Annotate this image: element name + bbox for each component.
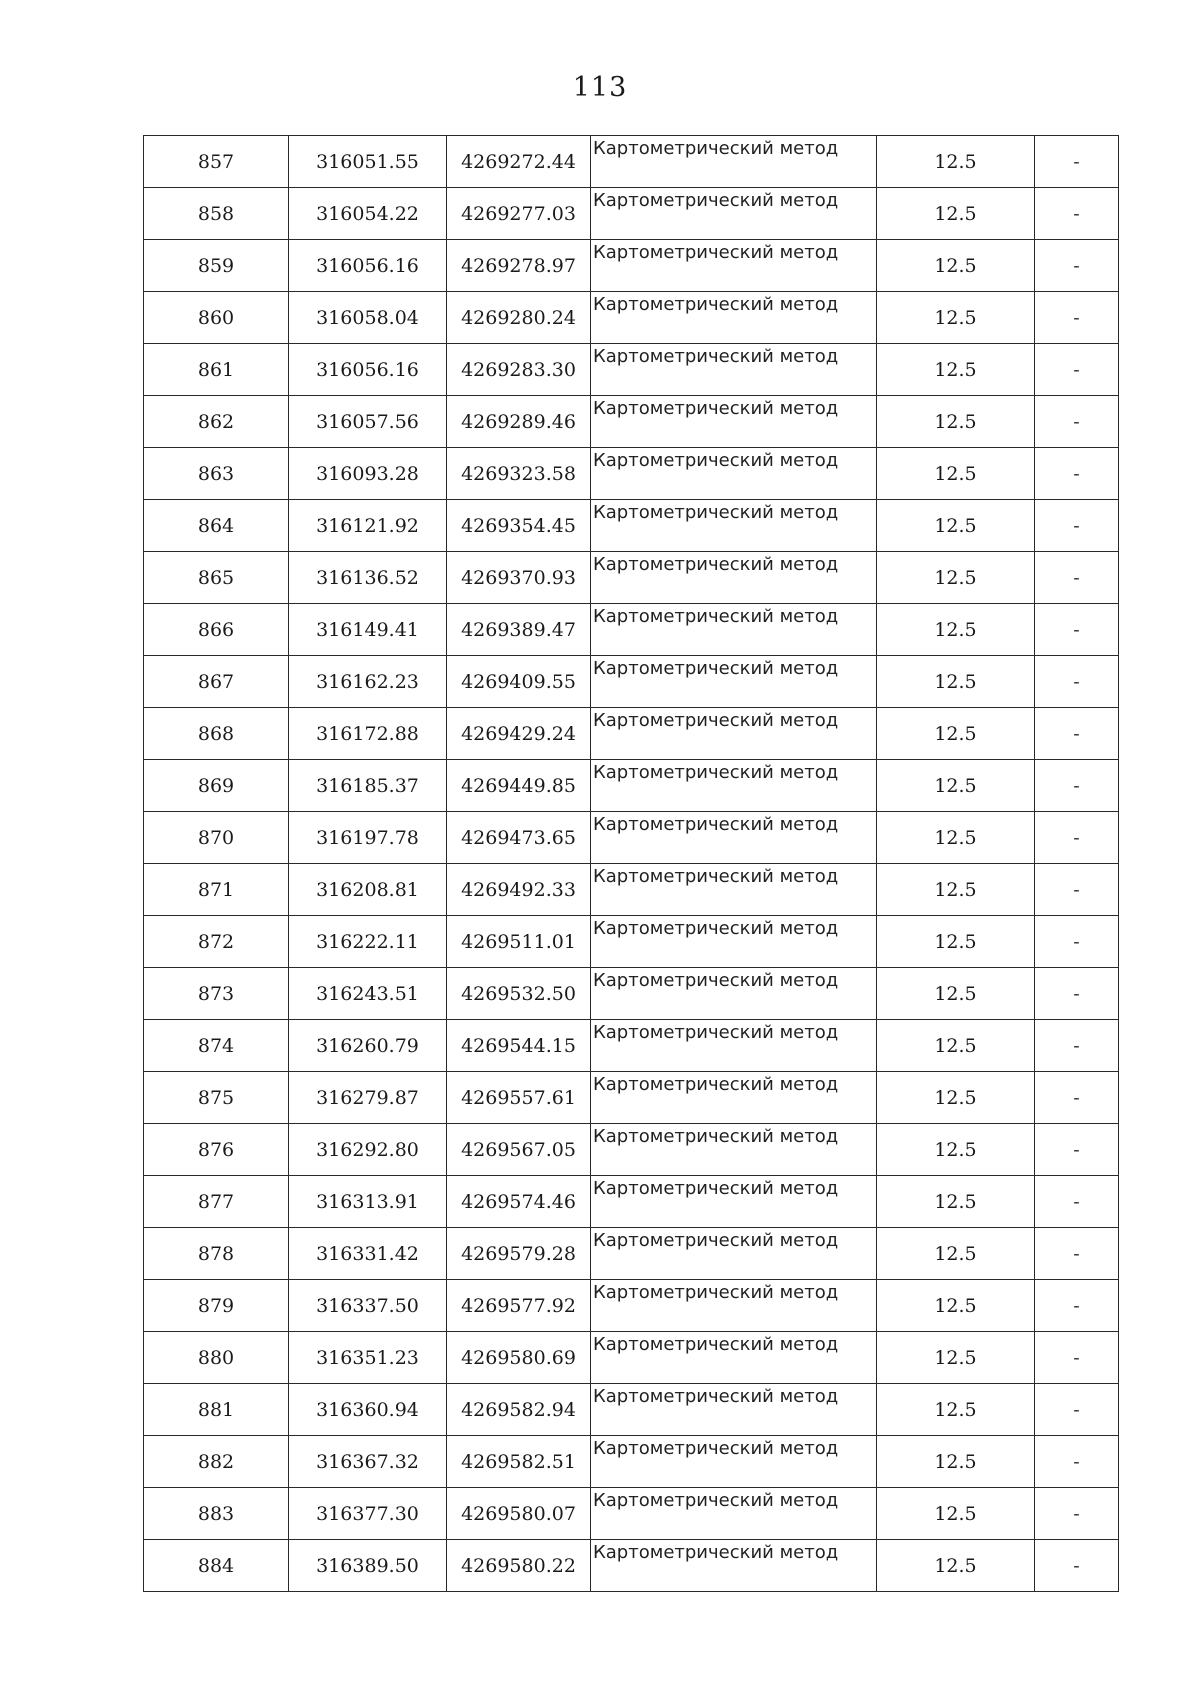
table-row	[144, 916, 1119, 968]
x-coordinate-cell: 316292.80	[289, 1124, 447, 1176]
point-number-cell: 860	[144, 292, 289, 344]
point-number-cell: 859	[144, 240, 289, 292]
x-coordinate-cell: 316051.55	[289, 136, 447, 188]
table-row	[144, 1228, 1119, 1280]
x-coordinate-cell: 316208.81	[289, 864, 447, 916]
y-coordinate-cell: 4269280.24	[447, 292, 591, 344]
table-row	[144, 864, 1119, 916]
method-cell: Картометрический метод	[591, 448, 877, 500]
accuracy-cell: 12.5	[877, 1020, 1035, 1072]
table-row	[144, 240, 1119, 292]
x-coordinate-cell: 316279.87	[289, 1072, 447, 1124]
note-cell: -	[1035, 136, 1119, 188]
point-number-cell: 882	[144, 1436, 289, 1488]
x-coordinate-cell: 316058.04	[289, 292, 447, 344]
y-coordinate-cell: 4269409.55	[447, 656, 591, 708]
method-cell: Картометрический метод	[591, 500, 877, 552]
x-coordinate-cell: 316337.50	[289, 1280, 447, 1332]
accuracy-cell: 12.5	[877, 136, 1035, 188]
x-coordinate-cell: 316389.50	[289, 1540, 447, 1592]
y-coordinate-cell: 4269567.05	[447, 1124, 591, 1176]
method-cell: Картометрический метод	[591, 396, 877, 448]
y-coordinate-cell: 4269557.61	[447, 1072, 591, 1124]
table-row	[144, 1124, 1119, 1176]
page-number: 113	[572, 72, 628, 103]
accuracy-cell: 12.5	[877, 552, 1035, 604]
accuracy-cell: 12.5	[877, 1124, 1035, 1176]
point-number-cell: 883	[144, 1488, 289, 1540]
point-number-cell: 863	[144, 448, 289, 500]
accuracy-cell: 12.5	[877, 1332, 1035, 1384]
y-coordinate-cell: 4269580.22	[447, 1540, 591, 1592]
point-number-cell: 858	[144, 188, 289, 240]
note-cell: -	[1035, 968, 1119, 1020]
point-number-cell: 875	[144, 1072, 289, 1124]
note-cell: -	[1035, 1176, 1119, 1228]
table-row	[144, 1488, 1119, 1540]
point-number-cell: 865	[144, 552, 289, 604]
method-cell: Картометрический метод	[591, 240, 877, 292]
accuracy-cell: 12.5	[877, 656, 1035, 708]
y-coordinate-cell: 4269580.69	[447, 1332, 591, 1384]
y-coordinate-cell: 4269473.65	[447, 812, 591, 864]
accuracy-cell: 12.5	[877, 760, 1035, 812]
note-cell: -	[1035, 552, 1119, 604]
table-row	[144, 1436, 1119, 1488]
point-number-cell: 884	[144, 1540, 289, 1592]
x-coordinate-cell: 316136.52	[289, 552, 447, 604]
note-cell: -	[1035, 864, 1119, 916]
y-coordinate-cell: 4269582.94	[447, 1384, 591, 1436]
y-coordinate-cell: 4269580.07	[447, 1488, 591, 1540]
note-cell: -	[1035, 1020, 1119, 1072]
note-cell: -	[1035, 812, 1119, 864]
accuracy-cell: 12.5	[877, 1176, 1035, 1228]
method-cell: Картометрический метод	[591, 1176, 877, 1228]
x-coordinate-cell: 316331.42	[289, 1228, 447, 1280]
x-coordinate-cell: 316377.30	[289, 1488, 447, 1540]
y-coordinate-cell: 4269389.47	[447, 604, 591, 656]
method-cell: Картометрический метод	[591, 1020, 877, 1072]
table-row	[144, 448, 1119, 500]
x-coordinate-cell: 316185.37	[289, 760, 447, 812]
y-coordinate-cell: 4269574.46	[447, 1176, 591, 1228]
note-cell: -	[1035, 1540, 1119, 1592]
x-coordinate-cell: 316057.56	[289, 396, 447, 448]
accuracy-cell: 12.5	[877, 344, 1035, 396]
y-coordinate-cell: 4269577.92	[447, 1280, 591, 1332]
method-cell: Картометрический метод	[591, 1436, 877, 1488]
accuracy-cell: 12.5	[877, 292, 1035, 344]
point-number-cell: 871	[144, 864, 289, 916]
method-cell: Картометрический метод	[591, 708, 877, 760]
x-coordinate-cell: 316360.94	[289, 1384, 447, 1436]
method-cell: Картометрический метод	[591, 1540, 877, 1592]
table-row	[144, 1540, 1119, 1592]
method-cell: Картометрический метод	[591, 1228, 877, 1280]
note-cell: -	[1035, 1488, 1119, 1540]
accuracy-cell: 12.5	[877, 396, 1035, 448]
table-row	[144, 188, 1119, 240]
x-coordinate-cell: 316367.32	[289, 1436, 447, 1488]
point-number-cell: 881	[144, 1384, 289, 1436]
accuracy-cell: 12.5	[877, 1488, 1035, 1540]
table-row	[144, 812, 1119, 864]
method-cell: Картометрический метод	[591, 760, 877, 812]
y-coordinate-cell: 4269449.85	[447, 760, 591, 812]
note-cell: -	[1035, 1124, 1119, 1176]
y-coordinate-cell: 4269532.50	[447, 968, 591, 1020]
note-cell: -	[1035, 448, 1119, 500]
y-coordinate-cell: 4269289.46	[447, 396, 591, 448]
note-cell: -	[1035, 1436, 1119, 1488]
note-cell: -	[1035, 1384, 1119, 1436]
point-number-cell: 872	[144, 916, 289, 968]
table-row	[144, 1020, 1119, 1072]
method-cell: Картометрический метод	[591, 916, 877, 968]
method-cell: Картометрический метод	[591, 968, 877, 1020]
point-number-cell: 876	[144, 1124, 289, 1176]
point-number-cell: 874	[144, 1020, 289, 1072]
method-cell: Картометрический метод	[591, 344, 877, 396]
x-coordinate-cell: 316243.51	[289, 968, 447, 1020]
y-coordinate-cell: 4269492.33	[447, 864, 591, 916]
table-row	[144, 396, 1119, 448]
y-coordinate-cell: 4269272.44	[447, 136, 591, 188]
table-row	[144, 656, 1119, 708]
accuracy-cell: 12.5	[877, 1280, 1035, 1332]
point-number-cell: 869	[144, 760, 289, 812]
table-row	[144, 708, 1119, 760]
y-coordinate-cell: 4269579.28	[447, 1228, 591, 1280]
x-coordinate-cell: 316260.79	[289, 1020, 447, 1072]
accuracy-cell: 12.5	[877, 968, 1035, 1020]
y-coordinate-cell: 4269323.58	[447, 448, 591, 500]
method-cell: Картометрический метод	[591, 1332, 877, 1384]
x-coordinate-cell: 316197.78	[289, 812, 447, 864]
x-coordinate-cell: 316056.16	[289, 240, 447, 292]
x-coordinate-cell: 316054.22	[289, 188, 447, 240]
table-row	[144, 760, 1119, 812]
table-row	[144, 1384, 1119, 1436]
point-number-cell: 870	[144, 812, 289, 864]
x-coordinate-cell: 316149.41	[289, 604, 447, 656]
y-coordinate-cell: 4269511.01	[447, 916, 591, 968]
accuracy-cell: 12.5	[877, 500, 1035, 552]
note-cell: -	[1035, 604, 1119, 656]
point-number-cell: 861	[144, 344, 289, 396]
y-coordinate-cell: 4269278.97	[447, 240, 591, 292]
table-row	[144, 552, 1119, 604]
point-number-cell: 880	[144, 1332, 289, 1384]
point-number-cell: 866	[144, 604, 289, 656]
note-cell: -	[1035, 760, 1119, 812]
accuracy-cell: 12.5	[877, 1436, 1035, 1488]
x-coordinate-cell: 316056.16	[289, 344, 447, 396]
point-number-cell: 857	[144, 136, 289, 188]
point-number-cell: 862	[144, 396, 289, 448]
note-cell: -	[1035, 1072, 1119, 1124]
x-coordinate-cell: 316222.11	[289, 916, 447, 968]
table-row	[144, 968, 1119, 1020]
method-cell: Картометрический метод	[591, 1488, 877, 1540]
method-cell: Картометрический метод	[591, 604, 877, 656]
accuracy-cell: 12.5	[877, 240, 1035, 292]
table-row	[144, 1176, 1119, 1228]
accuracy-cell: 12.5	[877, 812, 1035, 864]
table-row	[144, 500, 1119, 552]
note-cell: -	[1035, 344, 1119, 396]
method-cell: Картометрический метод	[591, 864, 877, 916]
point-number-cell: 868	[144, 708, 289, 760]
y-coordinate-cell: 4269582.51	[447, 1436, 591, 1488]
point-number-cell: 877	[144, 1176, 289, 1228]
y-coordinate-cell: 4269354.45	[447, 500, 591, 552]
note-cell: -	[1035, 396, 1119, 448]
note-cell: -	[1035, 1228, 1119, 1280]
point-number-cell: 878	[144, 1228, 289, 1280]
table-row	[144, 604, 1119, 656]
x-coordinate-cell: 316351.23	[289, 1332, 447, 1384]
accuracy-cell: 12.5	[877, 1072, 1035, 1124]
point-number-cell: 873	[144, 968, 289, 1020]
table-row	[144, 1072, 1119, 1124]
table-row	[144, 292, 1119, 344]
point-number-cell: 867	[144, 656, 289, 708]
x-coordinate-cell: 316162.23	[289, 656, 447, 708]
method-cell: Картометрический метод	[591, 1072, 877, 1124]
x-coordinate-cell: 316121.92	[289, 500, 447, 552]
table-row	[144, 1332, 1119, 1384]
coordinates-table	[143, 135, 1119, 1592]
method-cell: Картометрический метод	[591, 188, 877, 240]
note-cell: -	[1035, 188, 1119, 240]
accuracy-cell: 12.5	[877, 188, 1035, 240]
accuracy-cell: 12.5	[877, 916, 1035, 968]
note-cell: -	[1035, 240, 1119, 292]
note-cell: -	[1035, 1332, 1119, 1384]
accuracy-cell: 12.5	[877, 708, 1035, 760]
accuracy-cell: 12.5	[877, 1228, 1035, 1280]
note-cell: -	[1035, 656, 1119, 708]
point-number-cell: 864	[144, 500, 289, 552]
method-cell: Картометрический метод	[591, 136, 877, 188]
note-cell: -	[1035, 708, 1119, 760]
accuracy-cell: 12.5	[877, 864, 1035, 916]
y-coordinate-cell: 4269283.30	[447, 344, 591, 396]
note-cell: -	[1035, 916, 1119, 968]
method-cell: Картометрический метод	[591, 812, 877, 864]
table-row	[144, 1280, 1119, 1332]
table-body	[144, 136, 1119, 1592]
method-cell: Картометрический метод	[591, 552, 877, 604]
y-coordinate-cell: 4269544.15	[447, 1020, 591, 1072]
note-cell: -	[1035, 292, 1119, 344]
note-cell: -	[1035, 500, 1119, 552]
accuracy-cell: 12.5	[877, 1384, 1035, 1436]
method-cell: Картометрический метод	[591, 656, 877, 708]
method-cell: Картометрический метод	[591, 1384, 877, 1436]
method-cell: Картометрический метод	[591, 1280, 877, 1332]
table-row	[144, 136, 1119, 188]
x-coordinate-cell: 316313.91	[289, 1176, 447, 1228]
x-coordinate-cell: 316172.88	[289, 708, 447, 760]
point-number-cell: 879	[144, 1280, 289, 1332]
y-coordinate-cell: 4269277.03	[447, 188, 591, 240]
y-coordinate-cell: 4269429.24	[447, 708, 591, 760]
x-coordinate-cell: 316093.28	[289, 448, 447, 500]
method-cell: Картометрический метод	[591, 292, 877, 344]
accuracy-cell: 12.5	[877, 604, 1035, 656]
accuracy-cell: 12.5	[877, 448, 1035, 500]
table-row	[144, 344, 1119, 396]
y-coordinate-cell: 4269370.93	[447, 552, 591, 604]
method-cell: Картометрический метод	[591, 1124, 877, 1176]
note-cell: -	[1035, 1280, 1119, 1332]
accuracy-cell: 12.5	[877, 1540, 1035, 1592]
